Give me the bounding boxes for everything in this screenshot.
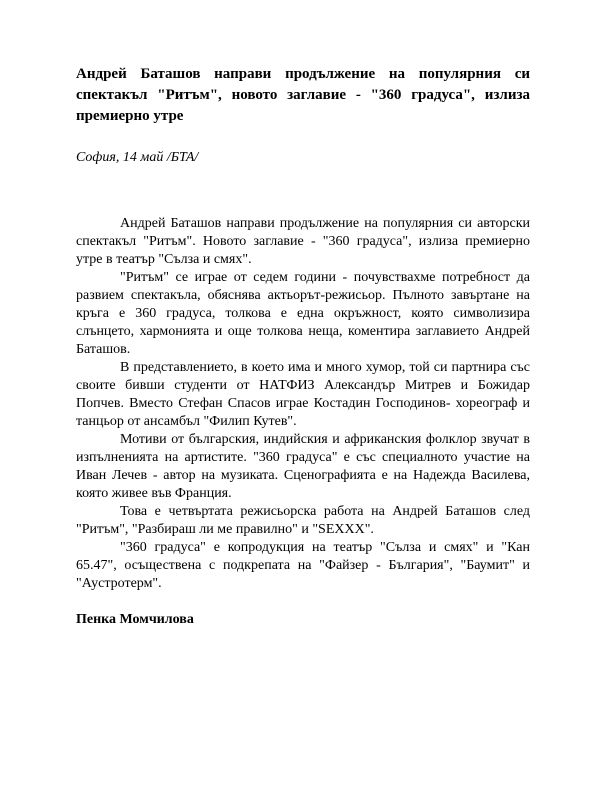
article-headline: Андрей Баташов направи продължение на популярния си спектакъл "Ритъм", новото заглавие - "360 градуса", излиза премиерно утре <box>76 66 530 124</box>
article-paragraph: Мотиви от българския, индийския и африканския фолклор звучат в изпълненията на артистите. "360 градуса" е със специалното участие на Иван Лечев - автор на музиката. Сценографията е на Надежда Василева, която живее във Франция. <box>76 432 530 501</box>
article-paragraph: В представлението, в което има и много хумор, той си партнира със своите бивши студенти от НАТФИЗ Александър Митрев и Божидар Попчев. Вместо Стефан Спасов играе Костадин Господинов- хореограф и танцьор от ансамбъл "Филип Кутев". <box>76 360 530 429</box>
article-paragraph: "360 градуса" е копродукция на театър "Сълза и смях" и "Кан 65.47", осъществена с подкрепата на "Файзер - България", "Баумит" и "Аустротерм". <box>76 540 530 591</box>
article-author: Пенка Момчилова <box>76 612 194 627</box>
article-body <box>76 215 530 593</box>
article-paragraph: Това е четвъртата режисьорска работа на Андрей Баташов след "Ритъм", "Разбираш ли ме правилно" и "SEXXX". <box>76 504 530 537</box>
article-dateline: София, 14 май /БТА/ <box>76 150 199 165</box>
article-paragraph: Андрей Баташов направи продължение на популярния си авторски спектакъл "Ритъм". Новото заглавие - "360 градуса", излиза премиерно утре в театър "Сълза и смях". <box>76 216 530 267</box>
article-paragraph: "Ритъм" се играе от седем години - почувствахме потребност да развием спектакъла, обяснява актьорът-режисьор. Пълното завъртане на кръга е 360 градуса, толкова е една окръжност, която символизира слънцето, хармонията и още толкова неща, коментира заглавието Андрей Баташов. <box>76 270 530 357</box>
article <box>76 64 530 629</box>
